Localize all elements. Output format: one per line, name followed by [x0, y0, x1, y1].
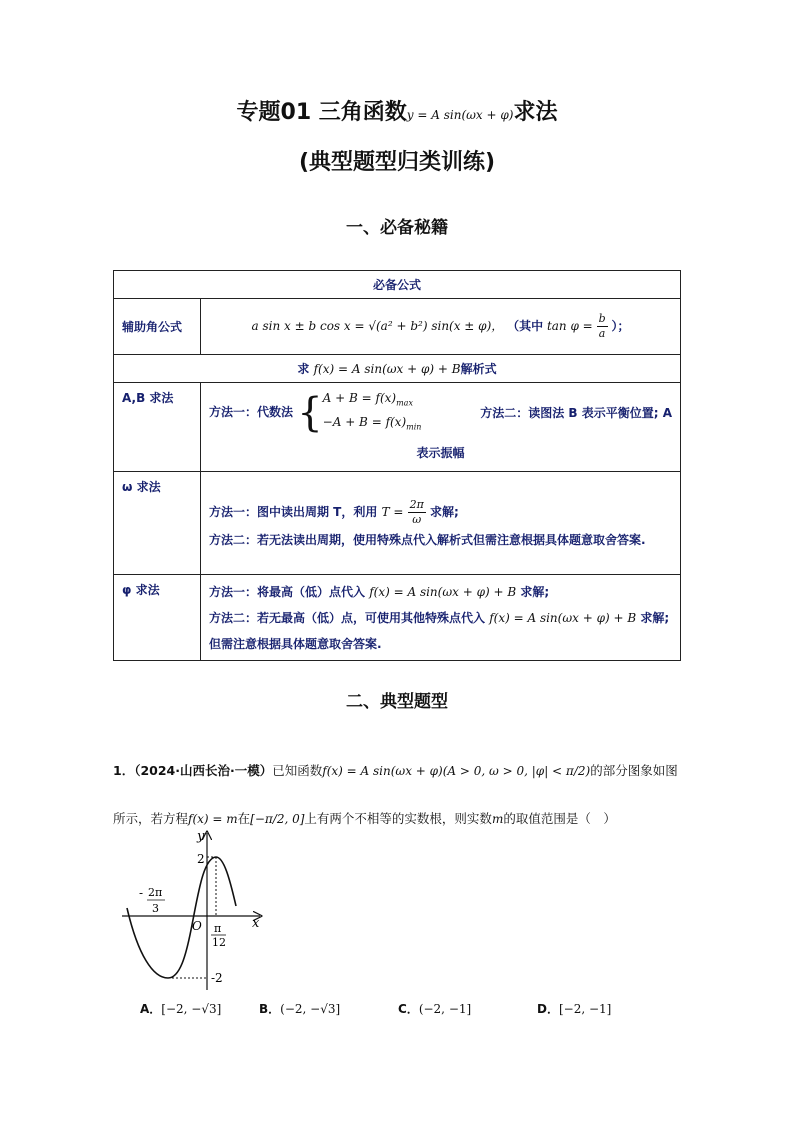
ab-method-cell: [201, 383, 681, 472]
fraction-denominator: a: [598, 327, 606, 340]
option-c[interactable]: [398, 1000, 471, 1017]
aux-note-suffix: ）；: [611, 319, 630, 333]
sine-curve: [127, 857, 236, 978]
phi-m1-formula: f(x) = A sin(ωx + φ) + B: [369, 584, 517, 599]
option-a[interactable]: [140, 1000, 221, 1017]
ab-eq1: A + B = f(x): [322, 391, 397, 406]
page-subtitle: (典型题型归类训练): [298, 150, 496, 175]
aux-note-prefix: （其中: [507, 319, 544, 333]
option-a-value: [−2, −√3]: [161, 1002, 222, 1016]
question-source: （2024·山西长治·一模）: [134, 763, 273, 778]
omega-method-cell: [201, 472, 681, 575]
question-formula-d: m: [491, 812, 504, 826]
option-d[interactable]: [537, 1000, 611, 1017]
goal-suffix: 解析式: [460, 362, 497, 376]
question-1: [113, 747, 688, 843]
y-max-label: 2: [197, 852, 205, 866]
x-neg-sign: -: [139, 886, 144, 900]
ab-method2-tail: 表示振幅: [416, 445, 465, 460]
title-suffix: 求法: [513, 100, 558, 125]
ab-eq1-sub: max: [396, 398, 413, 408]
formula-table: [113, 270, 681, 661]
aux-note-formula: tan φ =: [546, 319, 593, 333]
omega-m1-suffix: 求解;: [430, 504, 459, 519]
omega-method-label: ω 求法: [114, 472, 201, 575]
title-formula: y = A sin(ωx + φ): [406, 108, 514, 122]
aux-angle-formula: a sin x ± b cos x = √(a² + b²) sin(x ± φ)，: [251, 319, 504, 333]
question-formula-c: [−π/2, 0]: [250, 812, 305, 826]
question-number: 1．: [113, 763, 135, 778]
aux-angle-label: 辅助角公式: [114, 299, 201, 355]
section-heading-2: 二、典型题型: [346, 692, 448, 712]
question-text-c: 在: [237, 811, 251, 826]
option-b-value: (−2, −√3]: [280, 1002, 341, 1016]
phi-m1-text: 方法一：将最高（低）点代入: [209, 584, 366, 599]
y-min-label: -2: [211, 971, 223, 985]
omega-fraction: [408, 498, 426, 527]
phi-m2-formula: f(x) = A sin(ωx + φ) + B: [489, 610, 637, 625]
question-text-e: 的取值范围是（ ）: [503, 811, 616, 826]
origin-label: O: [192, 919, 202, 933]
option-b[interactable]: [259, 1000, 340, 1017]
omega-method2: 方法二：若无法读出周期，使用特殊点代入解析式但需注意根据具体题意取舍答案.: [209, 532, 646, 547]
option-d-value: [−2, −1]: [558, 1002, 612, 1016]
ab-eq2: −A + B = f(x): [322, 414, 407, 429]
brace-icon: {: [297, 389, 323, 436]
ab-brace-system: [297, 389, 421, 436]
phi-m2-suffix: 求解;但需注意根据具体题意取舍答案.: [209, 610, 670, 651]
option-c-letter: C．: [398, 1002, 419, 1016]
x-pos-den: 12: [212, 936, 226, 949]
phi-m2-text: 方法二：若无最高（低）点，可使用其他特殊点代入: [209, 610, 486, 625]
option-a-letter: A．: [140, 1002, 162, 1016]
x-neg-den: 3: [152, 902, 159, 915]
option-c-value: (−2, −1]: [418, 1002, 472, 1016]
phi-method2: [209, 605, 672, 657]
ab-method1-text: 方法一：代数法: [209, 405, 294, 419]
goal-prefix: 求: [297, 362, 310, 376]
fraction-denominator: ω: [412, 512, 422, 526]
omega-m1-text: 方法一：图中读出周期 T，利用: [209, 504, 378, 519]
question-text-a: 已知函数: [272, 763, 323, 778]
x-neg-num: 2π: [148, 886, 163, 899]
fraction-numerator: b: [598, 312, 606, 325]
ab-method2: 方法二：读图法 B 表示平衡位置; A: [480, 406, 672, 420]
aux-note-fraction: [597, 312, 608, 341]
question-text-d: 上有两个不相等的实数根，则实数: [304, 811, 492, 826]
ab-eq2-sub: min: [406, 421, 422, 431]
table-header: 必备公式: [114, 271, 681, 299]
question-formula-b: f(x) = m: [188, 812, 238, 826]
aux-angle-cell: [201, 299, 681, 355]
option-b-letter: B．: [259, 1002, 281, 1016]
omega-m1-formula: T =: [381, 504, 404, 519]
option-d-letter: D．: [537, 1002, 559, 1016]
question-formula-a: f(x) = A sin(ωx + φ)(A > 0, ω > 0, |φ| < π/2): [322, 764, 591, 778]
x-axis-label: x: [252, 916, 260, 931]
ab-method-label: A,B 求法: [114, 383, 201, 472]
ab-method1: [209, 389, 421, 436]
fraction-numerator: 2π: [409, 497, 424, 511]
x-pos-num: π: [214, 922, 222, 935]
title-prefix: 专题01 三角函数: [236, 100, 407, 125]
page-title: [0, 95, 794, 126]
function-graph: [118, 830, 268, 995]
section-heading-1: 一、必备秘籍: [346, 218, 448, 238]
question-text-b: 的部分图象如图所示，若方程: [113, 763, 678, 826]
phi-method1: [209, 579, 672, 605]
goal-row: [114, 355, 681, 383]
y-axis-label: y: [197, 830, 205, 844]
phi-m1-suffix: 求解;: [520, 584, 550, 599]
omega-method1: [209, 498, 672, 527]
phi-method-label: φ 求法: [114, 575, 201, 661]
phi-method-cell: [201, 575, 681, 661]
goal-formula: f(x) = A sin(ωx + φ) + B: [313, 362, 461, 376]
